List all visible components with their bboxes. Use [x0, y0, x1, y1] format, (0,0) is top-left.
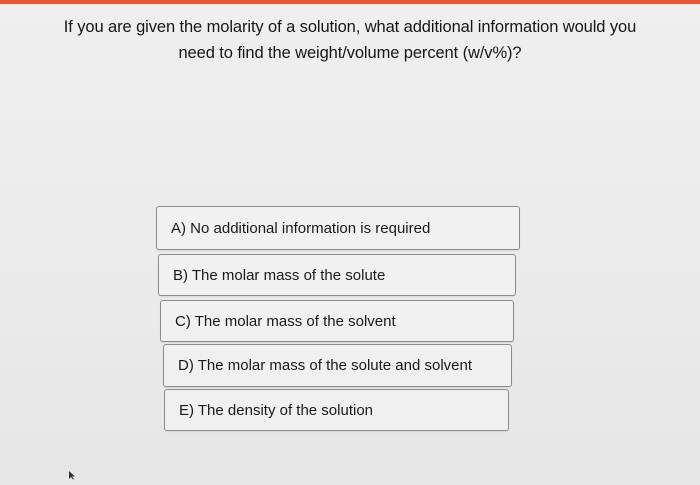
answer-option-a[interactable] — [156, 206, 520, 250]
cursor-icon — [68, 470, 76, 480]
question-line-2: need to find the weight/volume percent (w/v%)? — [178, 44, 522, 62]
answer-option-a-label: A) No additional information is required — [171, 219, 431, 237]
answer-option-c-label: C) The molar mass of the solvent — [175, 312, 396, 330]
answer-option-c[interactable] — [160, 300, 514, 342]
answer-option-e[interactable] — [164, 389, 509, 431]
answer-option-b-label: B) The molar mass of the solute — [173, 266, 386, 284]
question-line-1: If you are given the molarity of a solution, what additional information would you — [63, 18, 637, 36]
top-accent-bar — [0, 0, 700, 4]
answer-option-e-label: E) The density of the solution — [179, 401, 374, 419]
question-text — [0, 14, 700, 66]
answer-option-d[interactable] — [163, 344, 512, 387]
answer-option-b[interactable] — [158, 254, 516, 296]
answer-option-d-label: D) The molar mass of the solute and solvent — [178, 357, 473, 374]
